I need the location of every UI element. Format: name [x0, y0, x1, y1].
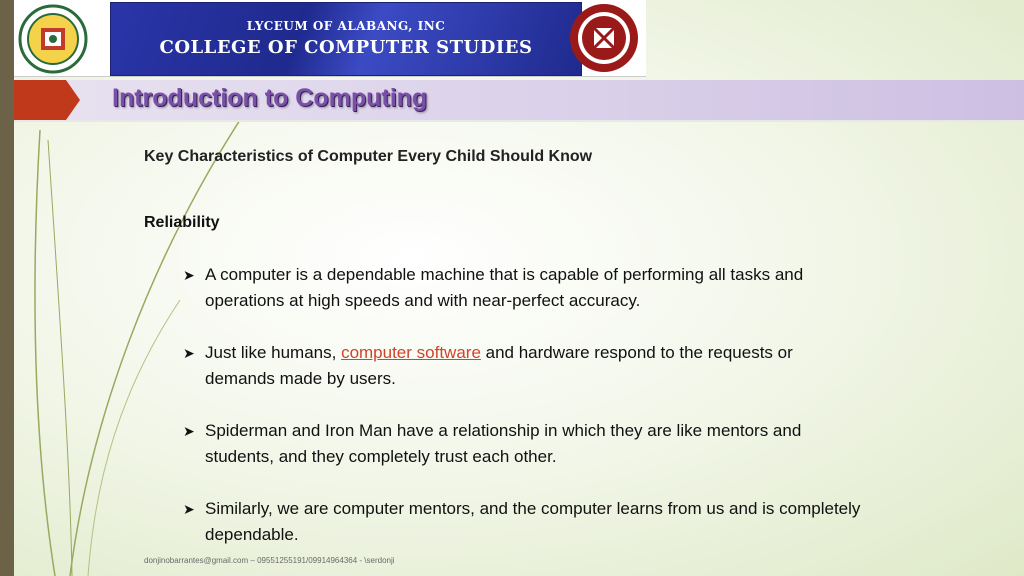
bullet-text: Similarly, we are computer mentors, and the computer learns from us and is completely dependable.: [205, 499, 861, 544]
footer-contact: donjinobarrantes@gmail.com – 09551255191/09914964364 - \serdonji: [144, 556, 395, 565]
bullet-text: Spiderman and Iron Man have a relationship in which they are like mentors and students, and they completely trust each other.: [205, 421, 802, 466]
college-name: COLLEGE OF COMPUTER STUDIES: [159, 37, 533, 58]
title-arrow-marker: [14, 80, 80, 120]
slide-subtitle: Key Characteristics of Computer Every Child Should Know: [144, 148, 593, 165]
org-name: LYCEUM OF ALABANG, INC: [246, 19, 446, 33]
arrow-bullet-icon: ➤: [183, 267, 195, 283]
list-item: [183, 496, 863, 548]
arrow-bullet-icon: ➤: [183, 345, 195, 361]
bullet-text: A computer is a dependable machine that is capable of performing all tasks and operations at high speeds and with near-perfect accuracy.: [205, 265, 804, 310]
list-item: [183, 340, 863, 392]
college-banner: [110, 2, 582, 76]
section-heading: Reliability: [144, 214, 220, 231]
college-seal-logo: [564, 2, 644, 74]
bullet-list: [183, 262, 863, 574]
bullet-text-post: and hardware respond to the requests or demands made by users.: [205, 343, 793, 388]
header-logo-area: [14, 0, 646, 77]
arrow-bullet-icon: ➤: [183, 423, 195, 439]
arrow-bullet-icon: ➤: [183, 501, 195, 517]
bullet-text-pre: Just like humans,: [205, 343, 342, 362]
lyceum-seal-logo: [18, 4, 88, 74]
left-border-bar: [0, 0, 14, 576]
slide-title: Introduction to Computing: [112, 84, 428, 112]
list-item: [183, 418, 863, 470]
computer-software-link[interactable]: computer software: [341, 343, 481, 362]
list-item: [183, 262, 863, 314]
